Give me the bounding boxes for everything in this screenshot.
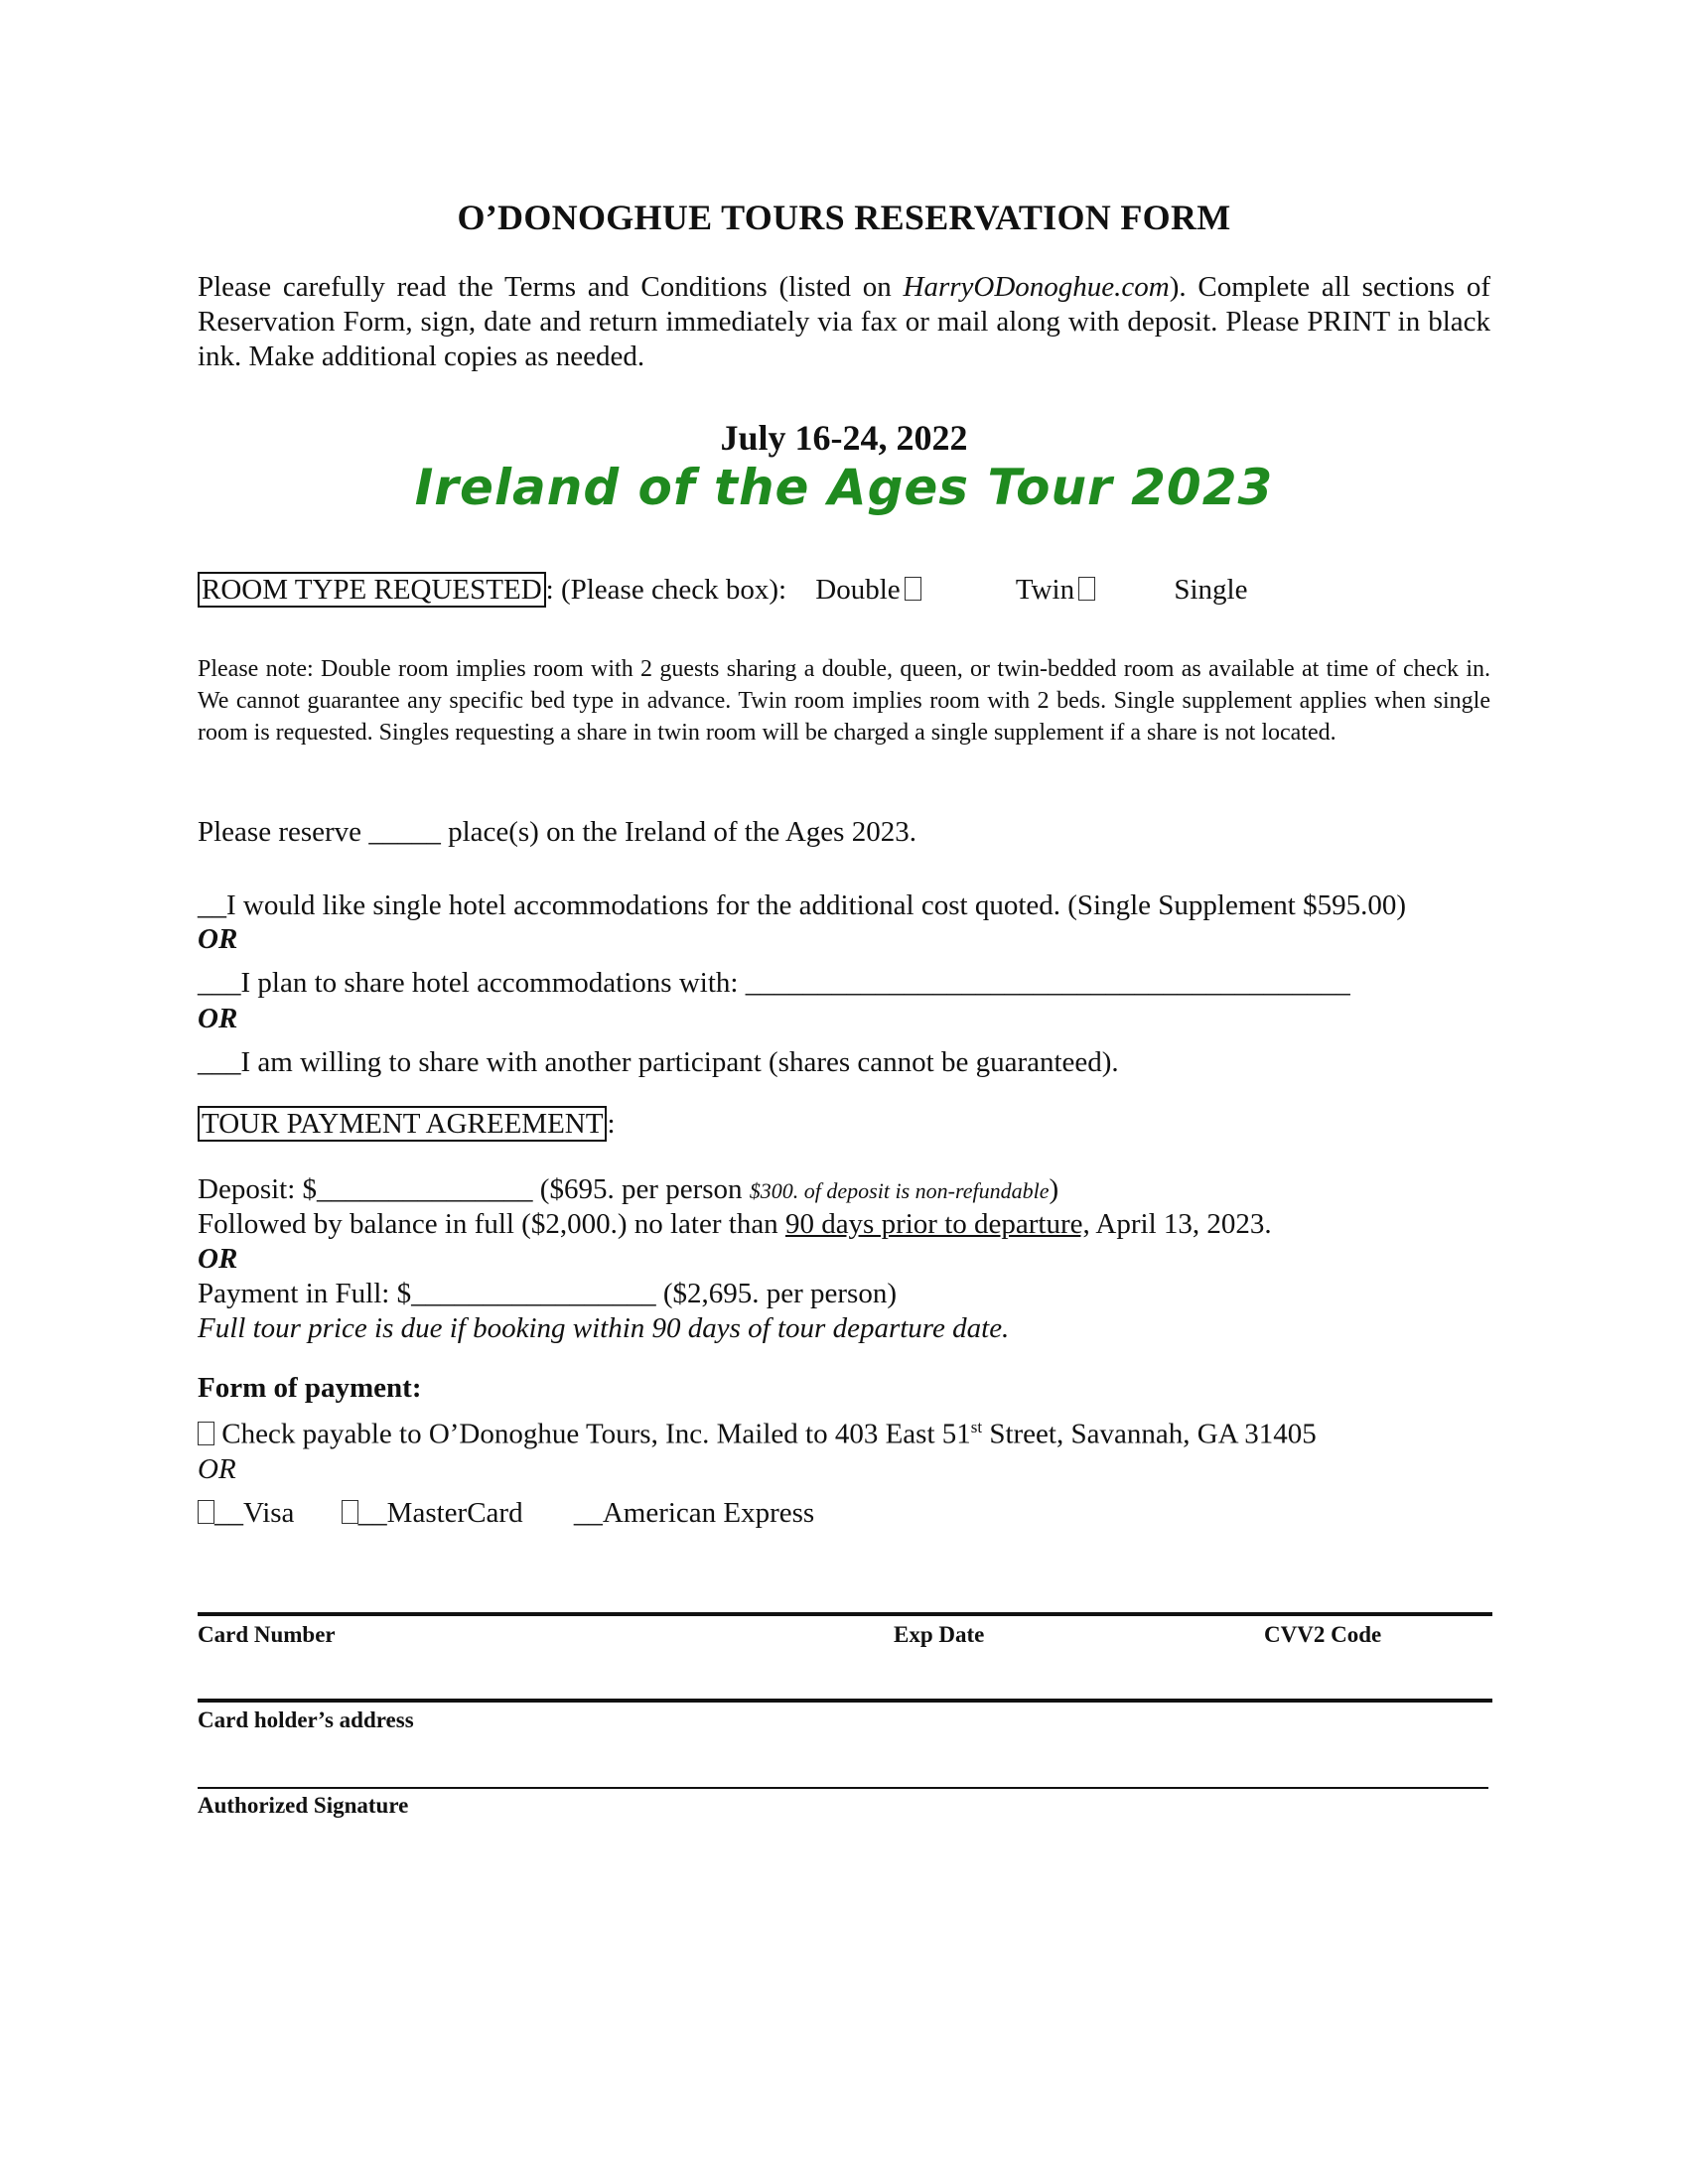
or-label: OR — [198, 1243, 238, 1275]
website-link[interactable]: HarryODonoghue.com — [903, 271, 1170, 303]
balance-date: April 13, 2023. — [1089, 1208, 1272, 1240]
check-superscript: st — [970, 1418, 983, 1436]
intro-paragraph — [198, 270, 1490, 374]
reserve-text-after: place(s) on the Ireland of the Ages 2023. — [440, 816, 916, 848]
authorized-signature-label: Authorized Signature — [198, 1793, 409, 1818]
check-option — [198, 1418, 1317, 1451]
form-title: O’DONOGHUE TOURS RESERVATION FORM — [457, 198, 1231, 237]
balance-deadline: 90 days prior to departure, — [784, 1208, 1090, 1240]
room-type-row — [198, 574, 1248, 607]
full-payment-note: Full tour price is due if booking within 90 days of tour departure date. — [198, 1312, 1010, 1344]
tour-name: Ireland of the Ages Tour 2023 — [414, 459, 1274, 516]
full-payment-label: Payment in Full: $ — [198, 1278, 412, 1309]
share-with-field[interactable]: __________________________________________ — [745, 967, 1350, 999]
card-holder-address-label: Card holder’s address — [198, 1707, 414, 1732]
single-label: Single — [1174, 574, 1248, 606]
cvv-label: CVV2 Code — [1264, 1622, 1382, 1647]
mastercard-option[interactable]: __MasterCard — [357, 1497, 523, 1529]
visa-option[interactable]: __Visa — [214, 1497, 295, 1529]
visa-checkbox[interactable] — [198, 1500, 214, 1524]
amex-option[interactable]: __American Express — [573, 1497, 815, 1529]
card-number-label: Card Number — [198, 1622, 336, 1647]
double-label: Double — [815, 574, 901, 606]
card-number-rule — [198, 1612, 1492, 1616]
room-type-heading: ROOM TYPE REQUESTED — [198, 572, 546, 608]
check-checkbox[interactable] — [198, 1422, 214, 1445]
intro-text: Please carefully read the Terms and Conditions (listed on — [198, 271, 904, 303]
address-rule — [198, 1699, 1492, 1703]
deposit-line — [198, 1173, 1058, 1206]
deposit-note: $300. of deposit is non-refundable — [749, 1178, 1050, 1203]
twin-label: Twin — [1015, 574, 1075, 606]
room-type-prompt: : (Please check box): — [545, 574, 787, 606]
full-payment-field[interactable]: _________________ — [411, 1278, 656, 1309]
share-with-text: ___I plan to share hotel accommodations with: — [198, 967, 746, 999]
full-payment-line — [198, 1278, 897, 1310]
payment-heading-row — [198, 1108, 616, 1141]
twin-checkbox[interactable] — [1078, 577, 1095, 601]
deposit-field[interactable]: _______________ — [317, 1173, 533, 1205]
share-with-option[interactable] — [198, 967, 1350, 1000]
payment-heading: TOUR PAYMENT AGREEMENT — [198, 1106, 607, 1142]
balance-line — [198, 1208, 1272, 1241]
card-options-row — [198, 1497, 814, 1530]
reserve-line — [198, 816, 916, 849]
check-text: Check payable to O’Donoghue Tours, Inc. Mailed to 403 East 51 — [214, 1418, 971, 1450]
or-label: OR — [198, 923, 238, 955]
payment-heading-colon: : — [607, 1108, 616, 1140]
double-checkbox[interactable] — [905, 577, 921, 601]
single-option[interactable]: __I would like single hotel accommodations for the additional cost quoted. (Single Supplement $595.00) — [198, 889, 1406, 921]
signature-rule — [198, 1787, 1488, 1789]
reserve-text: Please reserve — [198, 816, 369, 848]
check-address: Street, Savannah, GA 31405 — [982, 1418, 1317, 1450]
or-label: OR — [198, 1003, 238, 1034]
form-of-payment-heading: Form of payment: — [198, 1372, 422, 1404]
deposit-label: Deposit: $ — [198, 1173, 318, 1205]
places-field[interactable]: _____ — [368, 816, 441, 848]
willing-to-share-option[interactable]: ___I am willing to share with another participant (shares cannot be guaranteed). — [198, 1046, 1119, 1078]
full-payment-price: ($2,695. per person) — [655, 1278, 898, 1309]
exp-date-label: Exp Date — [894, 1622, 985, 1647]
room-note: Please note: Double room implies room with 2 guests sharing a double, queen, or twin-bedded room as available at time of check in. We cannot guarantee any specific bed type in advance. Twin room implies room with 2 beds. Single supplement applies when single room is requested. Singles requesting a share in twin room will be charged a single supplement if a share is not located. — [198, 656, 1490, 746]
balance-text: Followed by balance in full ($2,000.) no later than — [198, 1208, 785, 1240]
deposit-price: ($695. per person — [532, 1173, 750, 1205]
intro-text-continued: ). Complete all sections of Reservation Form, sign, date and return immediately via fax or mail along with deposit. Please PRINT in black ink. Make additional copies as needed. — [198, 271, 1490, 372]
tour-dates: July 16-24, 2022 — [720, 418, 968, 458]
or-label: OR — [198, 1453, 236, 1485]
mastercard-checkbox[interactable] — [342, 1500, 358, 1524]
deposit-close: ) — [1049, 1173, 1059, 1205]
